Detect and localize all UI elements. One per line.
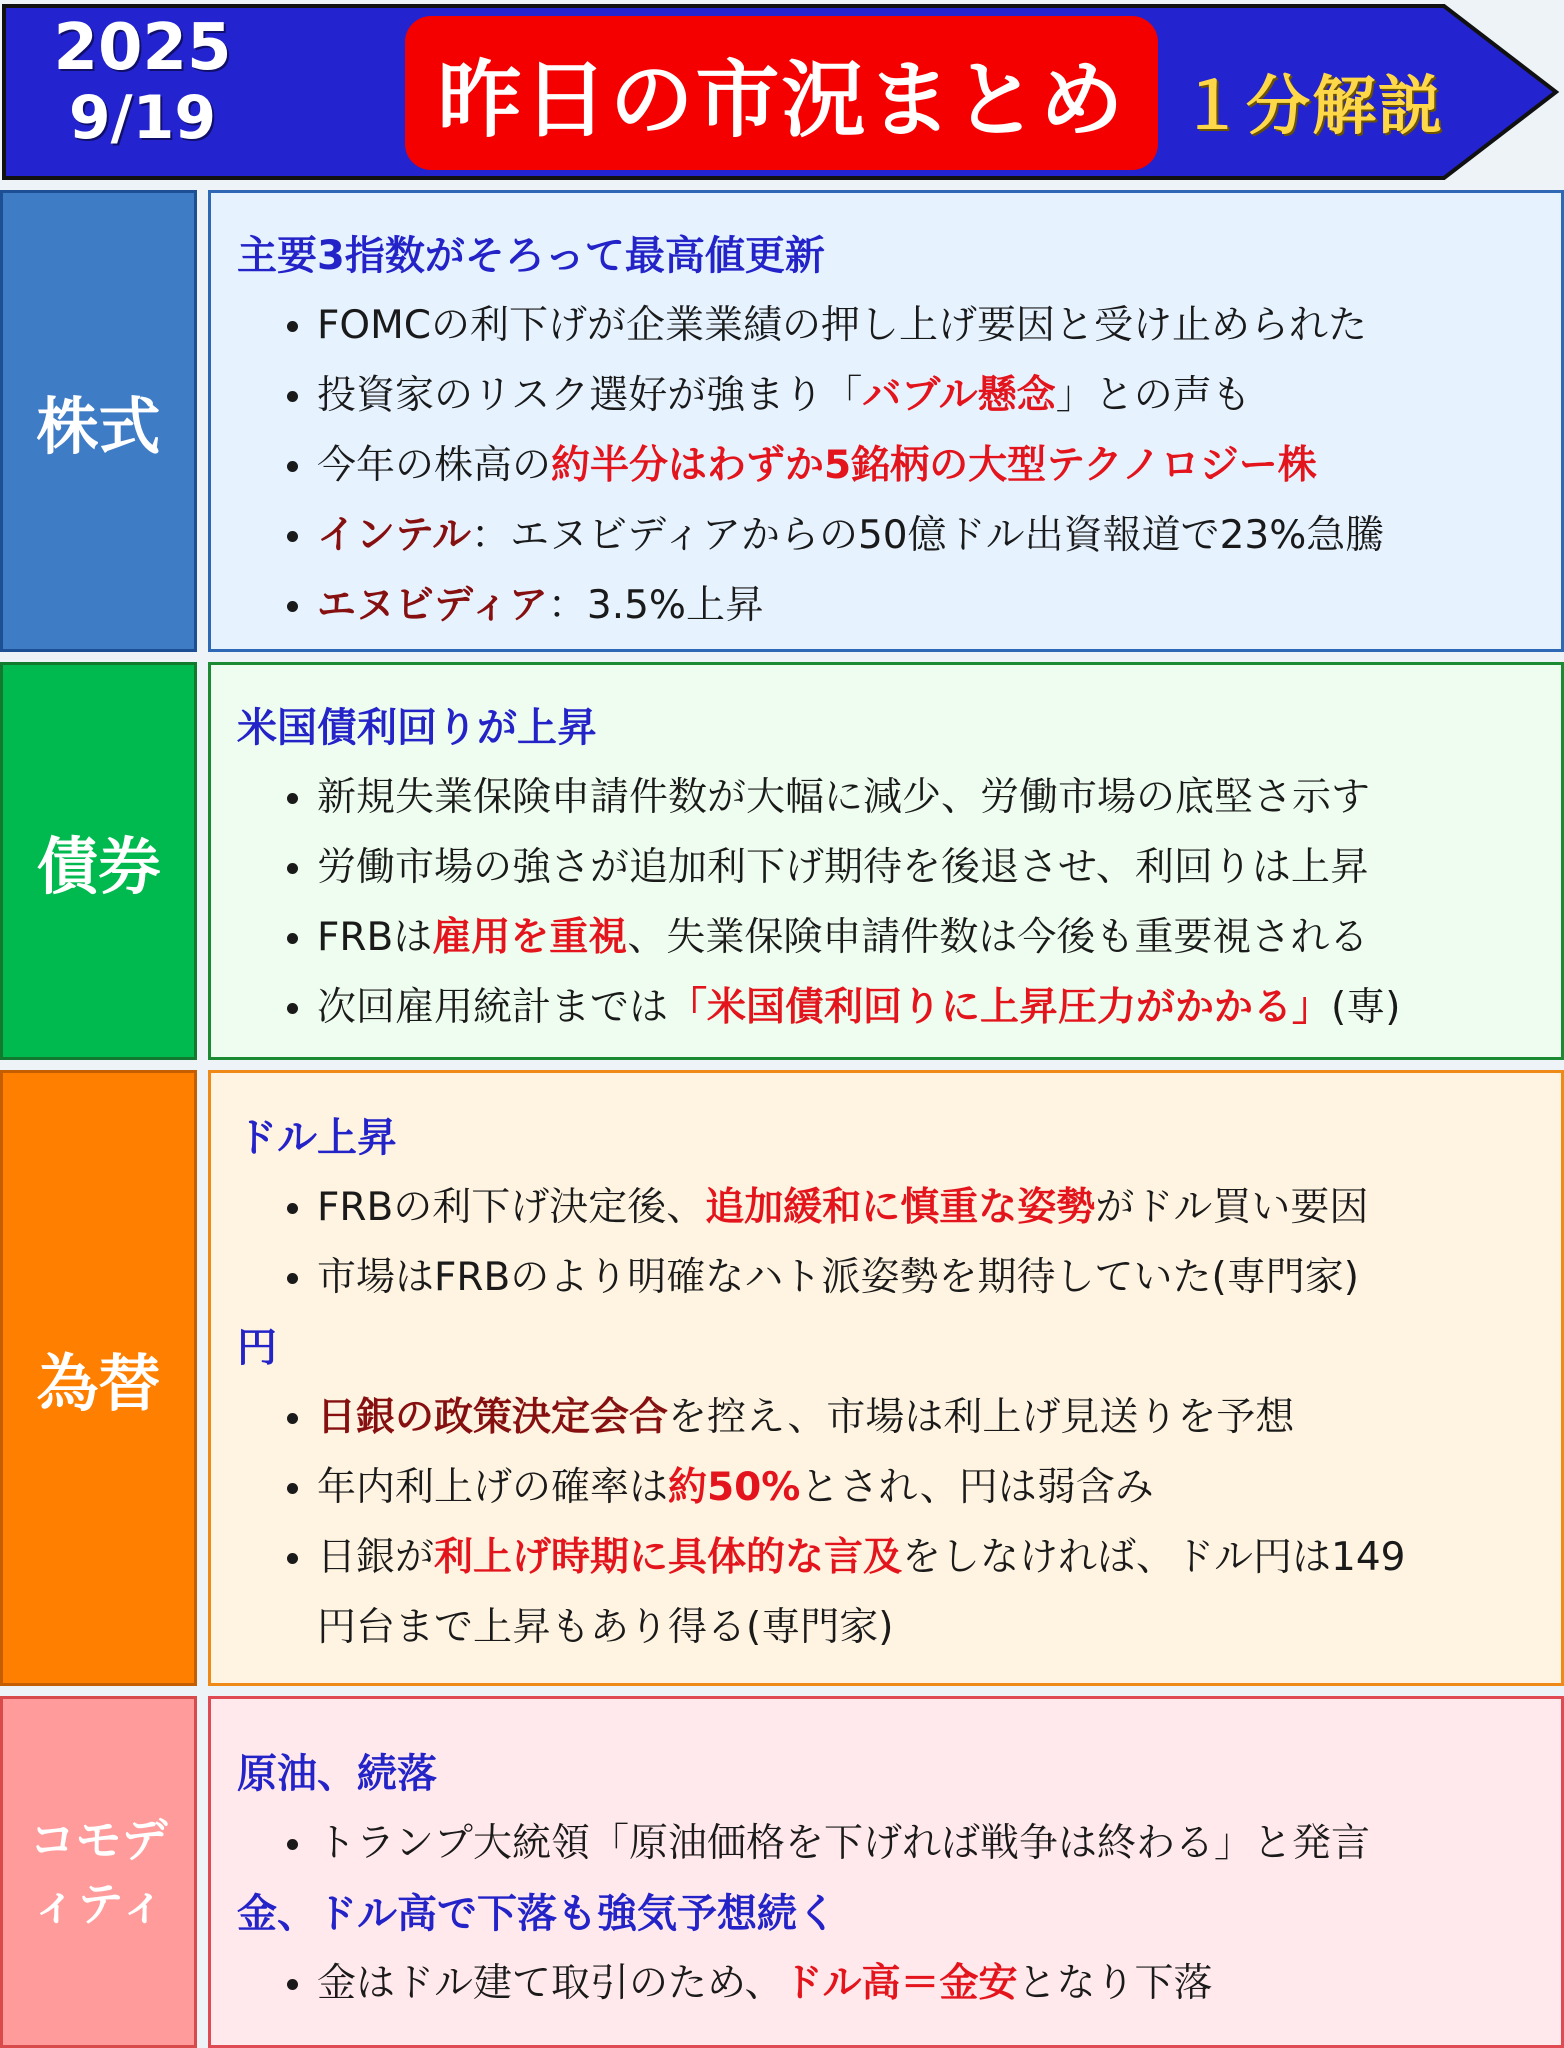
page-title: 昨日の市況まとめ [405, 16, 1158, 170]
year-text: 2025 [53, 11, 232, 85]
heading: 金、ドル高で下落も強気予想続く [237, 1891, 837, 1937]
subtitle: １分解説 [1180, 70, 1444, 144]
list-item: 日銀の政策決定会合を控え、市場は利上げ見送りを予想 [237, 1383, 1561, 1453]
list-item-continuation: 円台まで上昇もあり得る(専門家) [317, 1605, 894, 1650]
list-item: 次回雇用統計までは「米国債利回りに上昇圧力がかかる」(専) [237, 973, 1561, 1043]
heading: 円 [237, 1325, 277, 1371]
section-content-stocks [208, 190, 1564, 652]
section-stocks [0, 190, 1564, 652]
list-item: 投資家のリスク選好が強まり「バブル懸念」との声も [237, 361, 1561, 431]
section-label-fx [0, 1070, 197, 1686]
list-item: 新規失業保険申請件数が大幅に減少、労働市場の底堅さ示す [237, 763, 1561, 833]
date-block [10, 12, 275, 152]
heading: 米国債利回りが上昇 [237, 705, 597, 751]
list-item: エヌビディア：3.5%上昇 [237, 571, 1561, 641]
list-item: 今年の株高の約半分はわずか5銘柄の大型テクノロジー株 [237, 431, 1561, 501]
section-label-stocks [0, 190, 197, 652]
heading: ドル上昇 [237, 1115, 397, 1161]
section-content-fx [208, 1070, 1564, 1686]
section-bonds [0, 662, 1564, 1060]
section-commodity [0, 1696, 1564, 2048]
label-text: 為替 [36, 1346, 161, 1420]
label-text: 株式 [36, 389, 161, 463]
label-text: 債券 [36, 829, 161, 903]
list-item: FRBは雇用を重視、失業保険申請件数は今後も重要視される [237, 903, 1561, 973]
list-item: FRBの利下げ決定後、追加緩和に慎重な姿勢がドル買い要因 [237, 1173, 1561, 1243]
section-content-commodity [208, 1696, 1564, 2048]
label-text: コモデ [29, 1813, 168, 1867]
list-item: 年内利上げの確率は約50%とされ、円は弱含み [237, 1453, 1561, 1523]
section-fx [0, 1070, 1564, 1686]
list-item: 日銀が利上げ時期に具体的な言及をしなければ、ドル円は149 [237, 1523, 1561, 1593]
date-text: 9/19 [68, 83, 217, 153]
list-item: FOMCの利下げが企業業績の押し上げ要因と受け止められた [237, 291, 1561, 361]
section-label-commodity [0, 1696, 197, 2048]
list-item: インテル：エヌビディアからの50億ドル出資報道で23%急騰 [237, 501, 1561, 571]
heading: 主要3指数がそろって最高値更新 [237, 233, 825, 279]
label-text: ィティ [31, 1877, 166, 1931]
list-item: 市場はFRBのより明確なハト派姿勢を期待していた(専門家) [237, 1243, 1561, 1313]
header-banner [0, 0, 1564, 182]
list-item: 労働市場の強さが追加利下げ期待を後退させ、利回りは上昇 [237, 833, 1561, 903]
heading: 原油、続落 [237, 1751, 437, 1797]
list-item: 金はドル建て取引のため、ドル高＝金安となり下落 [237, 1949, 1561, 2019]
section-label-bonds [0, 662, 197, 1060]
list-item: トランプ大統領「原油価格を下げれば戦争は終わる」と発言 [237, 1809, 1561, 1879]
section-content-bonds [208, 662, 1564, 1060]
